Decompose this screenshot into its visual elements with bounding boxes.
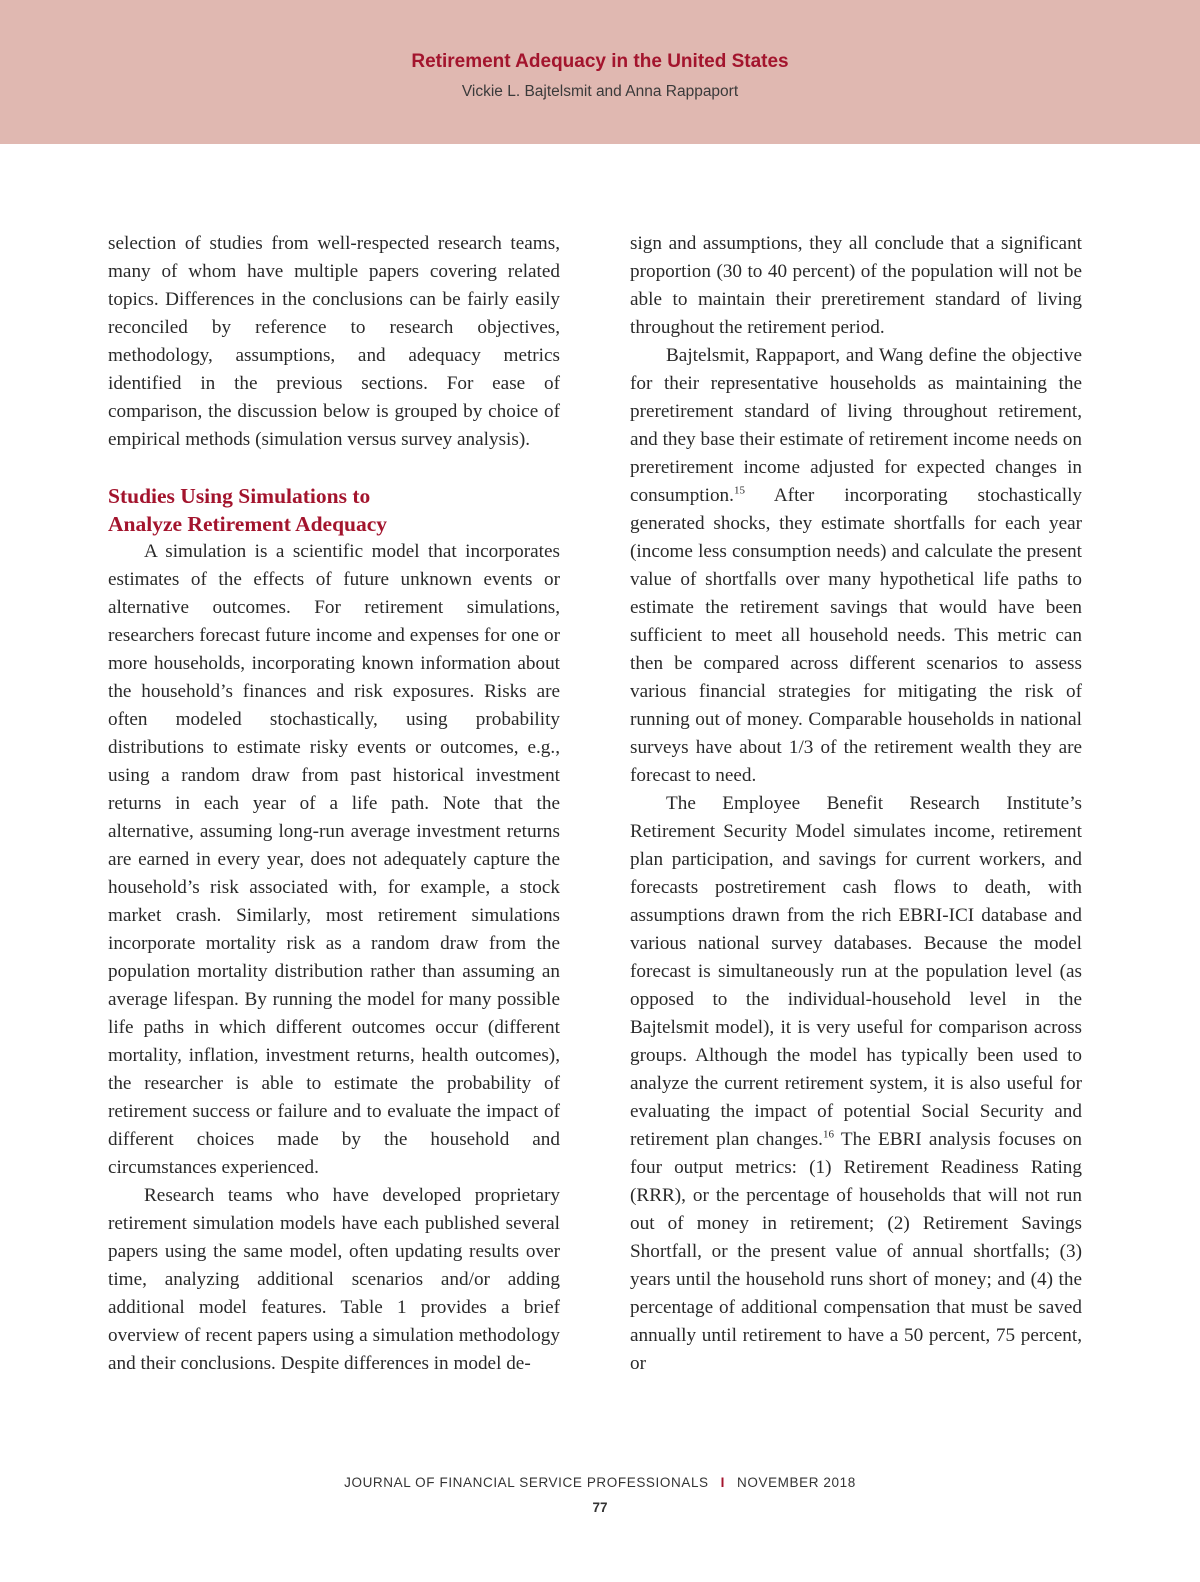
bajtelsmit-text-part-2: After incorporating stochastically generated shocks, they estimate shortfalls for each year (income less consumption needs) and calculate the present value of shortfalls over many hypothetical life paths to estimate the retirement savings that would have been sufficient to meet all household needs. This metric can then be compared across different scenarios to assess various financial strategies for mitigating the risk of running out of money. Comparable households in national surveys have about 1/3 of the retirement wealth they are forecast to need. — [630, 485, 1082, 786]
page-number: 77 — [592, 1500, 608, 1515]
article-authors: Vickie L. Bajtelsmit and Anna Rappaport — [461, 83, 739, 100]
section-heading-simulations — [108, 482, 560, 538]
section-heading-line-2: Analyze Retirement Adequacy — [108, 512, 388, 536]
issue-date: NOVEMBER 2018 — [737, 1475, 856, 1490]
footnote-16: 16 — [822, 1128, 834, 1141]
paragraph-bajtelsmit-model — [630, 342, 1082, 790]
paragraph-research-teams: Research teams who have developed proprietary retirement simulation models have each published several papers using the same model, often updating results over time, analyzing additional scenarios and/or adding additional model features. Table 1 provides a brief overview of recent papers using a simulation methodology and their conclusions. Despite differences in model de- — [108, 1185, 560, 1374]
left-column — [108, 230, 560, 1378]
ebri-text-part-1: The Employee Benefit Research Institute’s Retirement Security Model simulates income, retirement plan participation, and savings for current workers, and forecasts postretirement cash flows to death, with assumptions drawn from the rich EBRI-ICI database and various national survey databases. Because the model forecast is simultaneously run at the population level (as opposed to the individual-household level in the Bajtelsmit model), it is very useful for comparison across groups. Although the model has typically been used to analyze the current retirement system, it is also useful for evaluating the impact of potential Social Security and retirement plan changes. — [630, 793, 1082, 1150]
paragraph-simulation-definition: A simulation is a scientific model that incorporates estimates of the effects of future unknown events or alternative outcomes. For retirement simulations, researchers forecast future income and expenses for one or more households, incorporating known information about the household’s finances and risk exposures. Risks are often modeled stochastically, using probability distributions to estimate risky events or outcomes, e.g., using a random draw from past historical investment returns in each year of a life path. Note that the alternative, assuming long-run average investment returns are earned in every year, does not adequately capture the household’s risk associated with, for example, a stock market crash. Similarly, most retirement simulations incorporate mortality risk as a random draw from the population mortality distribution rather than assuming an average lifespan. By running the model for many possible life paths in which different outcomes occur (different mortality, inflation, investment returns, health outcomes), the researcher is able to estimate the probability of retirement success or failure and to evaluate the impact of different choices made by the household and circumstances experienced. — [108, 541, 560, 1178]
paragraph-ebri-model — [630, 790, 1082, 1378]
right-column — [630, 230, 1082, 1378]
footnote-15: 15 — [733, 484, 745, 497]
paragraph-model-conclusions: sign and assumptions, they all conclude that a significant proportion (30 to 40 percent) of the population will not be able to maintain their preretirement standard of living throughout the retirement period. — [630, 233, 1082, 338]
journal-name: JOURNAL OF FINANCIAL SERVICE PROFESSIONALS — [344, 1475, 709, 1490]
article-title: Retirement Adequacy in the United States — [411, 51, 789, 72]
paragraph-selection-of-studies: selection of studies from well-respected research teams, many of whom have multiple papers covering related topics. Differences in the conclusions can be fairly easily reconciled by reference to research objectives, methodology, assumptions, and adequacy metrics identified in the previous sections. For ease of comparison, the discussion below is grouped by choice of empirical methods (simulation versus survey analysis). — [108, 233, 560, 450]
ebri-text-part-2: The EBRI analysis focuses on four output metrics: (1) Retirement Readiness Rating (RRR), or the percentage of households that will not run out of money in retirement; (2) Retirement Savings Shortfall, or the present value of annual shortfalls; (3) years until the household runs short of money; and (4) the percentage of additional compensation that must be saved annually until retirement to have a 50 percent, 75 percent, or — [630, 1129, 1082, 1374]
footer — [0, 1475, 1200, 1490]
footer-separator: I — [720, 1475, 726, 1490]
section-heading-line-1: Studies Using Simulations to — [108, 484, 371, 508]
bajtelsmit-text-part-1: Bajtelsmit, Rappaport, and Wang define the objective for their representative households as maintaining the preretirement standard of living throughout retirement, and they base their estimate of retirement income needs on preretirement income adjusted for expected changes in consumption. — [630, 345, 1082, 506]
header-band — [0, 0, 1200, 144]
